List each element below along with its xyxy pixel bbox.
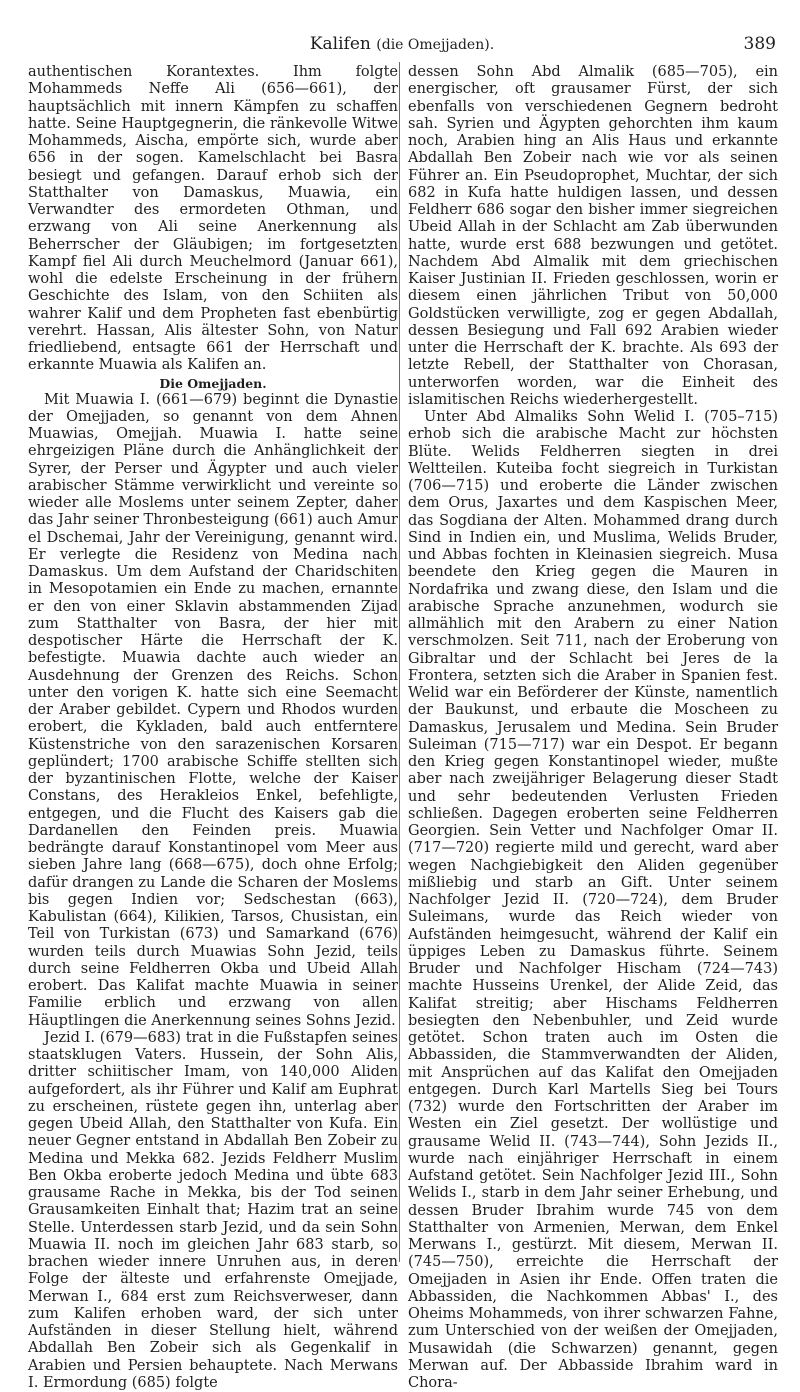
right-column xyxy=(408,64,778,1392)
paragraph: Unter Abd Almaliks Sohn Welid I. (705–715) erhob sich die arabische Macht zur höchsten Blüte. Welids Feldherren siegten in drei Weltteilen. Kuteiba focht siegreich in Turkistan (706—715) und eroberte die Länder zwischen dem Orus, Jaxartes und dem Kaspischen Meer, das Sogdiana der Alten. Mohammed drang durch Sind in Indien ein, und Muslima, Welids Bruder, und Abbas fochten in Kleinasien siegreich. Musa beendete den Krieg gegen die Mauren in Nordafrika und zwang diese, den Islam und die arabische Sprache anzunehmen, wodurch sie allmählich mit den Arabern zu einer Nation verschmolzen. Seit 711, nach der Eroberung von Gibraltar und der Schlacht bei Jeres de la Frontera, setzten sich die Araber in Spanien fest. Welid war ein Beförderer der Künste, namentlich der Baukunst, und erbaute die Moscheen zu Damaskus, Jerusalem und Medina. Sein Bruder Suleiman (715—717) war ein Despot. Er begann den Krieg gegen Konstantinopel wieder, mußte aber nach zweijähriger Belagerung dieser Stadt und sehr bedeutenden Verlusten Frieden schließen. Dagegen eroberten seine Feldherren Georgien. Sein Vetter und Nachfolger Omar II. (717—720) regierte mild und gerecht, ward aber wegen Nachgiebigkeit den Aliden gegenüber mißliebig und starb an Gift. Unter seinem Nachfolger Jezid II. (720—724), dem Bruder Suleimans, wurde das Reich wieder von Aufständen heimgesucht, während der Kalif ein üppiges Leben zu Damaskus führte. Seinem Bruder und Nachfolger Hischam (724—743) machte Husseins Urenkel, der Alide Zeid, das Kalifat streitig; aber Hischams Feldherren besiegten den Nebenbuhler, und Zeid wurde getötet. Schon traten auch im Osten die Abbassiden, die Stammverwandten der Aliden, mit Ansprüchen auf das Kalifat den Omejjaden entgegen. Durch Karl Martells Sieg bei Tours (732) wurde den Fortschritten der Araber im Westen ein Ziel gesetzt. Der wollüstige und grausame Welid II. (743—744), Sohn Jezids II., wurde nach einjähriger Herrschaft in einem Aufstand getötet. Sein Nachfolger Jezid III., Sohn Welids I., starb in dem Jahr seiner Erhebung, und dessen Bruder Ibrahim wurde 745 von dem Statthalter von Armenien, Merwan, dem Enkel Merwans I., gestürzt. Mit diesem, Merwan II. (745—750), erreichte die Herrschaft der Omejjaden in Asien ihr Ende. Offen traten die Abbassiden, die Nachkommen Abbas' I., des Oheims Mohammeds, von ihrer schwarzen Fahne, zum Unterschied von der weißen der Omejjaden, Musawidah (die Schwarzen) genannt, gegen Merwan auf. Der Abbasside Ibrahim ward in Chora- xyxy=(408,409,778,1391)
section-heading: Die Omejjaden. xyxy=(159,375,267,391)
page-header xyxy=(28,32,776,58)
running-title-sub: (die Omejjaden). xyxy=(376,37,495,53)
page-number: 389 xyxy=(743,34,776,54)
paragraph: Jezid I. (679—683) trat in die Fußstapfen seines staatsklugen Vaters. Hussein, der Sohn Alis, dritter schiitischer Imam, von 140,000 Aliden aufgefordert, als ihr Führer und Kalif am Euphrat zu erscheinen, rüstete gegen ihn, unterlag aber gegen Ubeid Allah, den Statthalter von Kufa. Ein neuer Gegner entstand in Abdallah Ben Zobeir zu Medina und Mekka 682. Jezids Feldherr Muslim Ben Okba eroberte jedoch Medina und übte 683 grausame Rache in Mekka, bis der Tod seinen Grausamkeiten Einhalt that; Hazim trat an seine Stelle. Unterdessen starb Jezid, und da sein Sohn Muawia II. noch im gleichen Jahr 683 starb, so brachen wieder innere Unruhen aus, in deren Folge der älteste und erfahrenste Omejjade, Merwan I., 684 erst zum Reichsverweser, dann zum Kalifen erhoben ward, der sich unter Aufständen in dieser Stellung hielt, während Abdallah Ben Zobeir sich als Gegenkalif in Arabien und Persien behauptete. Nach Merwans I. Ermordung (685) folgte xyxy=(28,1029,398,1391)
paragraph: authentischen Korantextes. Ihm folgte Mohammeds Neffe Ali (656—661), der hauptsächlich mit innern Kämpfen zu schaffen hatte. Seine Hauptgegnerin, die ränkevolle Witwe Mohammeds, Aischa, empörte sich, wurde aber 656 in der sogen. Kamelschlacht bei Basra besiegt und gefangen. Darauf erhob sich der Statthalter von Damaskus, Muawia, ein Verwandter des ermordeten Othman, und erzwang von Ali seine Anerkennung als Beherrscher der Gläubigen; im fortgesetzten Kampf fiel Ali durch Meuchelmord (Januar 661), wohl die edelste Erscheinung in der frühern Geschichte des Islam, von den Schiiten als wahrer Kalif und dem Propheten fast ebenbürtig verehrt. Hassan, Alis ältester Sohn, von Natur friedliebend, entsagte 661 der Herrschaft und erkannte Muawia als Kalifen an. xyxy=(28,64,398,374)
running-title-main: Kalifen xyxy=(309,34,371,54)
paragraph: dessen Sohn Abd Almalik (685—705), ein energischer, oft grausamer Fürst, der sich ebenfalls von verschiedenen Gegnern bedroht sah. Syrien und Ägypten gehorchten ihm kaum noch, Arabien hing an Alis Haus und erkannte Abdallah Ben Zobeir nach wie vor als seinen Führer an. Ein Pseudoprophet, Muchtar, der sich 682 in Kufa hatte huldigen lassen, und dessen Feldherr 686 sogar den bisher immer siegreichen Ubeid Allah in der Schlacht am Zab überwunden hatte, wurde erst 688 bezwungen und getötet. Nachdem Abd Almalik mit dem griechischen Kaiser Justinian II. Frieden geschlossen, worin er diesem einen jährlichen Tribut von 50,000 Goldstücken verwilligte, zog er gegen Abdallah, dessen Besiegung und Fall 692 Arabien wieder unter die Herrschaft der K. brachte. Als 693 der letzte Rebell, der Statthalter von Chorasan, unterworfen worden, war die Einheit des islamitischen Reichs wiederhergestellt. xyxy=(408,64,778,408)
column-divider xyxy=(399,62,400,1262)
paragraph: Mit Muawia I. (661—679) beginnt die Dynastie der Omejjaden, so genannt von dem Ahnen Muawias, Omejjah. Muawia I. hatte seine ehrgeizigen Pläne durch die Anhänglichkeit der Syrer, der Perser und Ägypter und auch vieler arabischer Stämme verwirklicht und vereinte so wieder alle Moslems unter seinem Zepter, daher das Jahr seiner Thronbesteigung (661) auch Amur el Dschemai, Jahr der Vereinigung, genannt wird. Er verlegte die Residenz von Medina nach Damaskus. Um dem Aufstand der Charidschiten in Mesopotamien ein Ende zu machen, ernannte er den von einer Sklavin abstammenden Zijad zum Statthalter von Basra, der hier mit despotischer Härte die Herrschaft der K. befestigte. Muawia dachte auch wieder an Ausdehnung der Grenzen des Reichs. Schon unter den vorigen K. hatte sich eine Seemacht der Araber gebildet. Cypern und Rhodos wurden erobert, die Kykladen, bald auch entferntere Küstenstriche von den sarazenischen Korsaren geplündert; 1700 arabische Schiffe stellten sich der byzantinischen Flotte, welche der Kaiser Constans, des Herakleios Enkel, befehligte, entgegen, und die Flucht des Kaisers gab die Dardanellen den Feinden preis. Muawia bedrängte darauf Konstantinopel vom Meer aus sieben Jahre lang (668—675), doch ohne Erfolg; dafür drangen zu Lande die Scharen der Moslems bis gegen Indien vor; Sedschestan (663), Kabulistan (664), Kilikien, Tarsos, Chusistan, ein Teil von Turkistan (673) und Samarkand (676) wurden teils durch Muawias Sohn Jezid, teils durch seine Feldherren Okba und Ubeid Allah erobert. Das Kalifat machte Muawia in seiner Familie erblich und erzwang von allen Häuptlingen die Anerkennung seines Sohns Jezid. xyxy=(28,391,398,1029)
left-column xyxy=(28,64,398,1392)
running-title xyxy=(28,32,776,57)
